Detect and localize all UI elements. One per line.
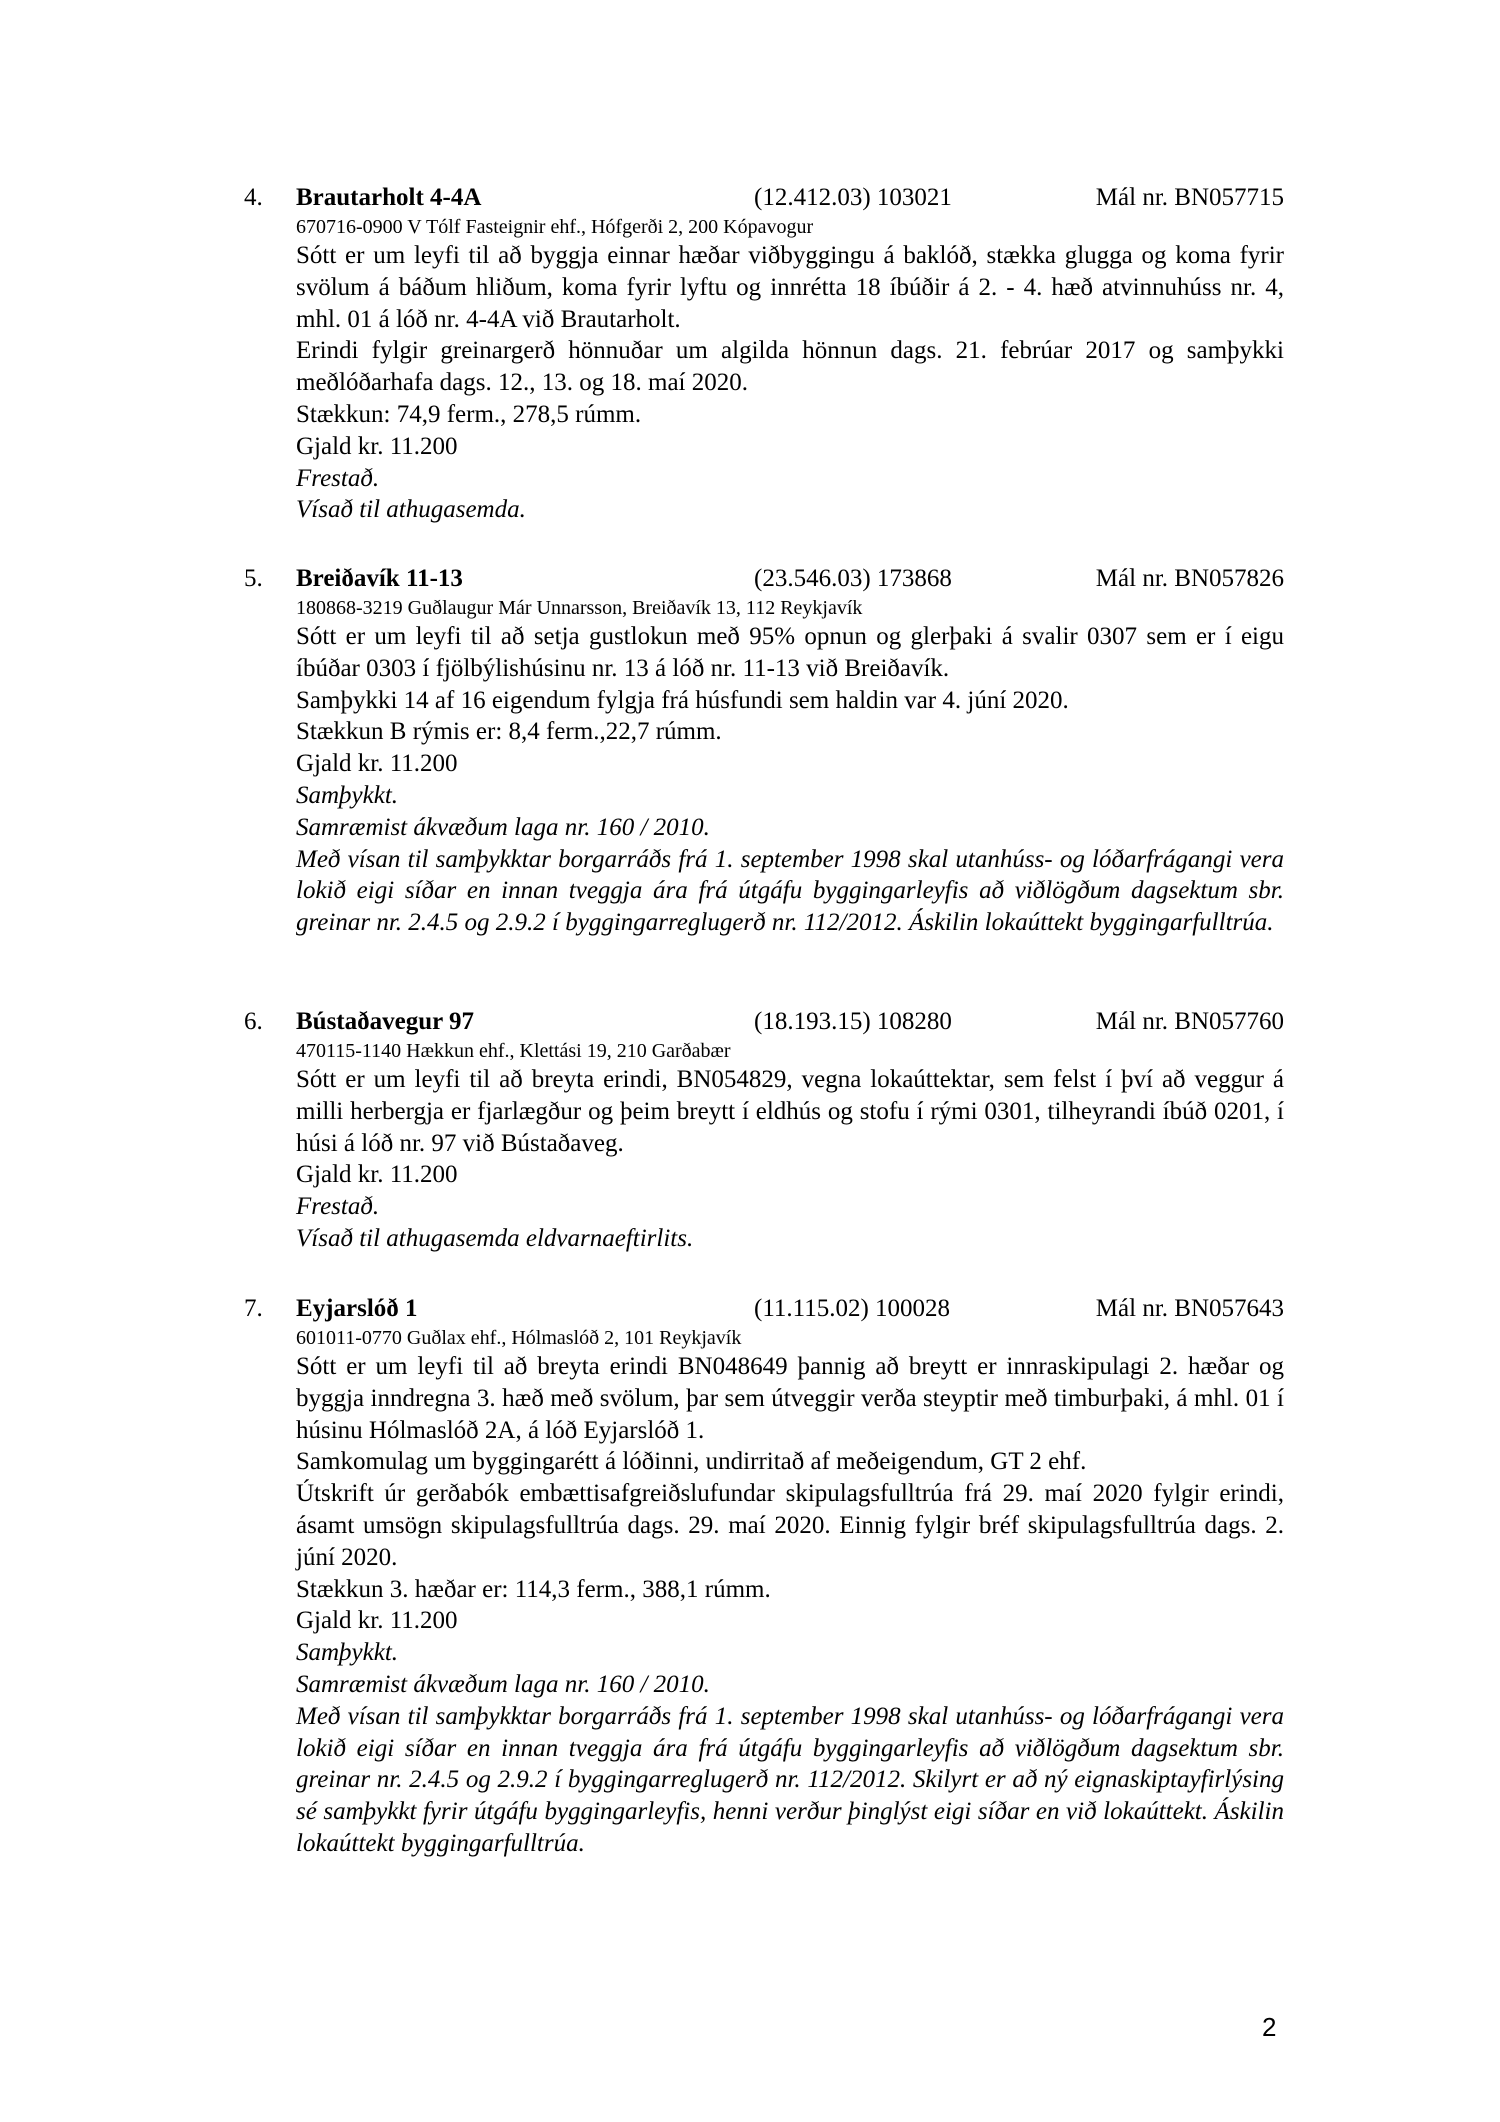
case-number: 4. (244, 184, 263, 211)
case-enlargement: Stækkun: 74,9 ferm., 278,5 rúmm. (296, 400, 642, 428)
case-decision: Samþykkt. (296, 781, 399, 809)
case-fee: Gjald kr. 11.200 (296, 432, 458, 460)
case-number: 6. (244, 1008, 263, 1035)
case-header (244, 182, 1284, 214)
case-fee: Gjald kr. 11.200 (296, 1607, 458, 1635)
case-owner: 601011-0770 Guðlax ehf., Hólmaslóð 2, 101 Reykjavík (296, 1327, 742, 1349)
case-lot: (23.546.03) 173868 (754, 565, 952, 592)
case-enlargement: Stækkun 3. hæðar er: 114,3 ferm., 388,1 rúmm. (296, 1575, 771, 1603)
case-4 (244, 182, 1284, 526)
case-decision-law: Samræmist ákvæðum laga nr. 160 / 2010. (296, 1670, 710, 1698)
case-attachments-2: Útskrift úr gerðabók embættisafgreiðslufundar skipulagsfulltrúa frá 29. maí 2020 fylgir erindi, ásamt umsögn skipulagsfulltrúa dags. 29. maí 2020. Einnig fylgir bréf skipulagsfulltrúa dags. 2. júní 2020. (296, 1480, 1284, 1571)
case-body (296, 1351, 1284, 1860)
case-owner: 670716-0900 V Tólf Fasteignir ehf., Hófgerði 2, 200 Kópavogur (296, 216, 814, 238)
case-number: 7. (244, 1295, 263, 1322)
case-attachments: Erindi fylgir greinargerð hönnuðar um algilda hönnun dags. 21. febrúar 2017 og samþykki meðlóðarhafa dags. 12., 13. og 18. maí 2020. (296, 337, 1284, 397)
case-enlargement: Stækkun B rýmis er: 8,4 ferm.,22,7 rúmm. (296, 718, 722, 746)
case-6 (244, 1006, 1284, 1255)
case-decision: Frestað. (296, 464, 380, 492)
case-lot: (18.193.15) 108280 (754, 1008, 952, 1035)
case-header (244, 1006, 1284, 1038)
case-number: 5. (244, 565, 263, 592)
case-decision-law: Samræmist ákvæðum laga nr. 160 / 2010. (296, 813, 710, 841)
case-decision: Frestað. (296, 1193, 380, 1221)
case-owner: 180868-3219 Guðlaugur Már Unnarsson, Breiðavík 13, 112 Reykjavík (296, 597, 863, 619)
case-fee: Gjald kr. 11.200 (296, 1161, 458, 1189)
case-description: Sótt er um leyfi til að breyta erindi BN048649 þannig að breytt er innraskipulagi 2. hæðar og byggja inndregna 3. hæð með svölum, þar sem útveggir verða steyptir með timburþaki, á mhl. 01 í húsinu Hólmaslóð 2A, á lóð Eyjarslóð 1. (296, 1353, 1284, 1444)
case-number-ref: Mál nr. BN057826 (1095, 565, 1284, 592)
case-description: Sótt er um leyfi til að breyta erindi, BN054829, vegna lokaúttektar, sem felst í því að veggur á milli herbergja er fjarlægður og þeim breytt í eldhús og stofu í rými 0301, tilheyrandi íbúð 0201, í húsi á lóð nr. 97 við Bústaðaveg. (296, 1066, 1284, 1157)
case-address: Brautarholt 4-4A (296, 184, 482, 211)
case-number-ref: Mál nr. BN057715 (1095, 184, 1284, 211)
case-number-ref: Mál nr. BN057760 (1095, 1008, 1284, 1035)
case-7 (244, 1293, 1284, 1860)
case-lot: (11.115.02) 100028 (754, 1295, 951, 1322)
case-header (244, 563, 1284, 595)
case-header (244, 1293, 1284, 1325)
case-decision: Samþykkt. (296, 1639, 399, 1667)
case-attachments: Samþykki 14 af 16 eigendum fylgja frá húsfundi sem haldin var 4. júní 2020. (296, 686, 1069, 714)
case-description: Sótt er um leyfi til að setja gustlokun með 95% opnun og glerþaki á svalir 0307 sem er í eigu íbúðar 0303 í fjölbýlishúsinu nr. 13 á lóð nr. 11-13 við Breiðavík. (296, 623, 1284, 682)
case-attachments: Samkomulag um byggingarétt á lóðinni, undirritað af meðeigendum, GT 2 ehf. (296, 1448, 1087, 1476)
case-decision-note: Vísað til athugasemda eldvarnaeftirlits. (296, 1224, 694, 1252)
page-number: 2 (1262, 2012, 1277, 2042)
case-address: Bústaðavegur 97 (296, 1008, 475, 1035)
case-fee: Gjald kr. 11.200 (296, 750, 458, 778)
case-decision-terms: Með vísan til samþykktar borgarráðs frá 1. september 1998 skal utanhúss- og lóðarfrágangi vera lokið eigi síðar en innan tveggja ára frá útgáfu byggingarleyfis að viðlögðum dagsektum sbr. greinar nr. 2.4.5 og 2.9.2 í byggingarreglugerð nr. 112/2012. Áskilin lokaúttekt byggingarfulltrúa. (296, 845, 1284, 937)
case-decision-terms: Með vísan til samþykktar borgarráðs frá 1. september 1998 skal utanhúss- og lóðarfrágangi vera lokið eigi síðar en innan tveggja ára frá útgáfu byggingarleyfis að viðlögðum dagsektum sbr. greinar nr. 2.4.5 og 2.9.2 í byggingarreglugerð nr. 112/2012. Skilyrt er að ný eignaskiptayfirlýsing sé samþykkt fyrir útgáfu byggingarleyfis, henni verður þinglýst eigi síðar en við lokaúttekt. Áskilin lokaúttekt byggingarfulltrúa. (296, 1702, 1284, 1857)
case-address: Breiðavík 11-13 (296, 565, 463, 592)
case-owner: 470115-1140 Hækkun ehf., Klettási 19, 210 Garðabær (296, 1040, 731, 1062)
case-lot: (12.412.03) 103021 (754, 184, 952, 211)
case-description: Sótt er um leyfi til að byggja einnar hæðar viðbyggingu á baklóð, stækka glugga og koma fyrir svölum á báðum hliðum, koma fyrir lyftu og innrétta 18 íbúðir á 2. - 4. hæð atvinnuhúss nr. 4, mhl. 01 á lóð nr. 4-4A við Brautarholt. (296, 242, 1284, 333)
case-address: Eyjarslóð 1 (296, 1295, 418, 1322)
case-number-ref: Mál nr. BN057643 (1095, 1295, 1284, 1322)
case-decision-note: Vísað til athugasemda. (296, 496, 526, 524)
case-body (296, 240, 1284, 526)
case-body (296, 621, 1284, 939)
case-body (296, 1064, 1284, 1255)
case-5 (244, 563, 1284, 939)
